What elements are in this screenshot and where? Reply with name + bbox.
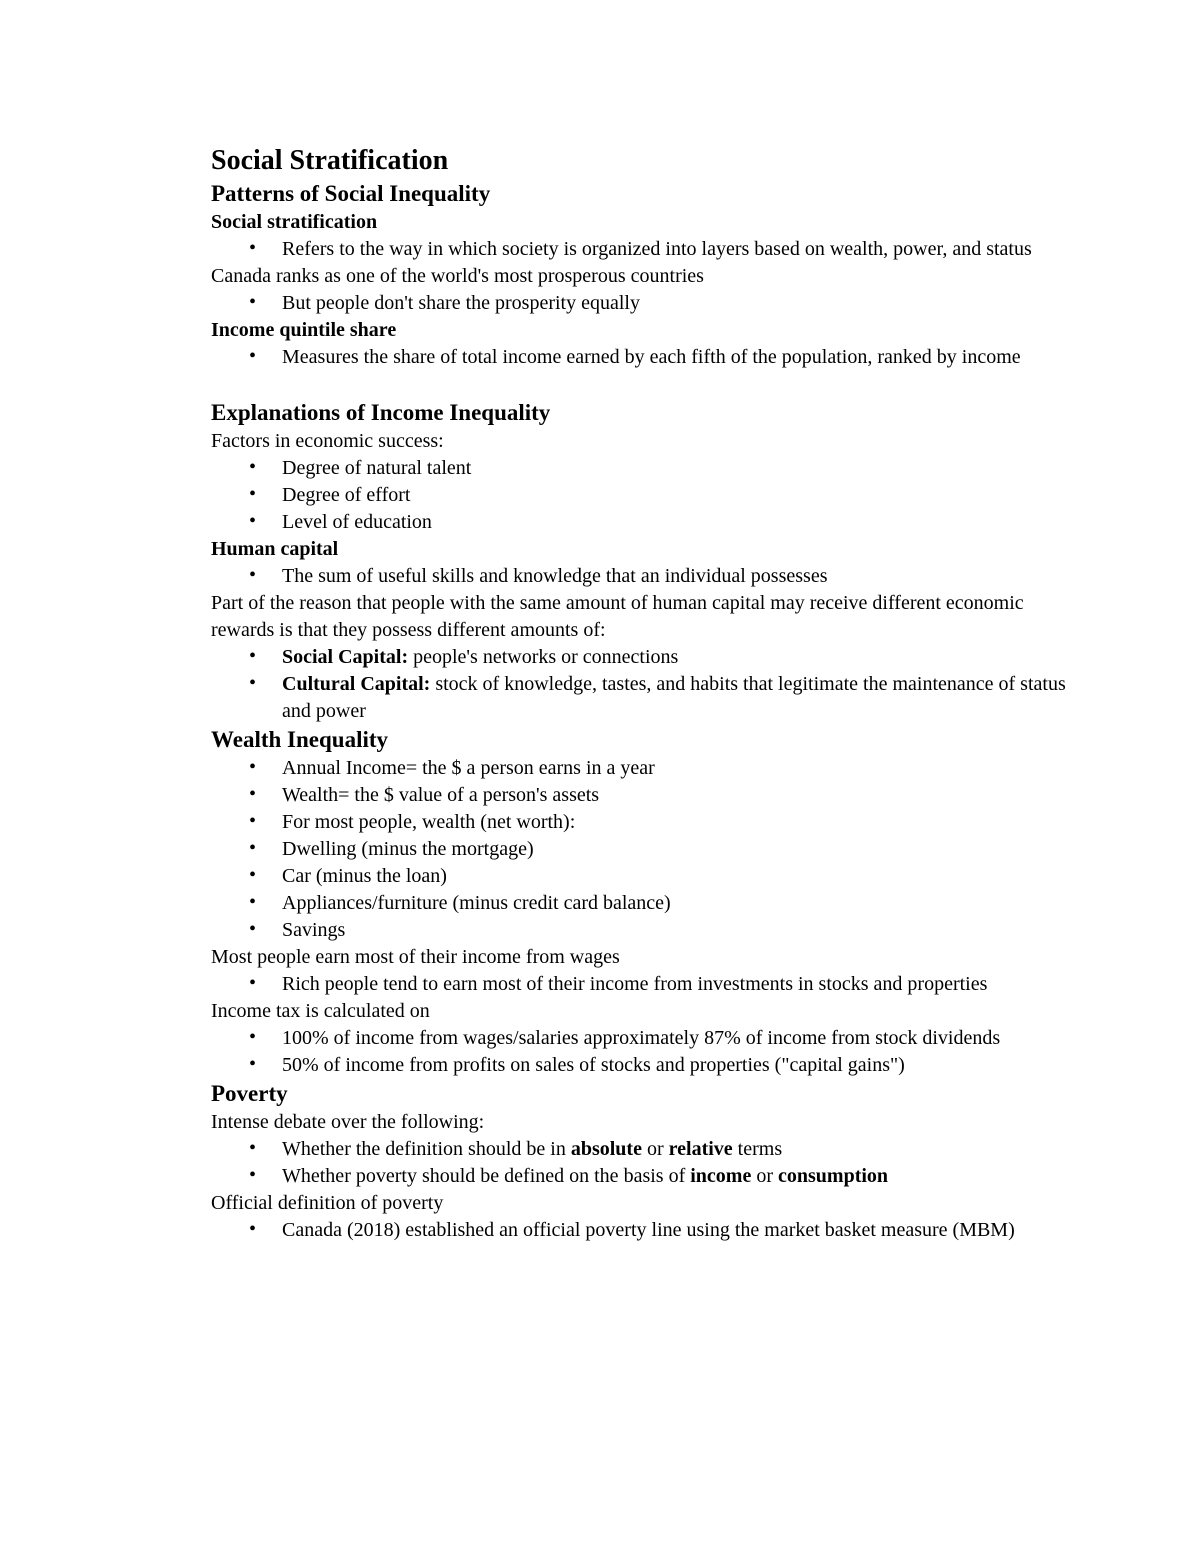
paragraph: Income tax is calculated on (211, 1000, 430, 1022)
list-item (211, 890, 1071, 917)
bullet-list-wealth (211, 755, 1071, 944)
bullet-icon: • (249, 1218, 257, 1240)
list-item (211, 509, 1071, 536)
bullet-list (211, 1025, 1071, 1079)
list-item-text: 50% of income from profits on sales of stocks and properties ("capital gains") (282, 1054, 905, 1076)
section-heading-wealth: Wealth Inequality (211, 727, 389, 752)
bullet-icon: • (249, 345, 257, 367)
list-item-text: Annual Income= the $ a person earns in a year (282, 757, 655, 779)
section-heading-explanations: Explanations of Income Inequality (211, 400, 551, 425)
bullet-list (211, 971, 1071, 998)
subheading-human-capital: Human capital (211, 538, 339, 560)
list-item (211, 782, 1071, 809)
list-item-text: Savings (282, 919, 346, 941)
list-item-text: Whether poverty should be defined on the basis of (282, 1165, 691, 1187)
list-item (211, 1025, 1071, 1052)
list-item-text: Measures the share of total income earned by each fifth of the population, ranked by income (282, 346, 1021, 368)
subheading-social-stratification: Social stratification (211, 211, 378, 233)
paragraph: Most people earn most of their income from wages (211, 946, 620, 968)
list-item-text: Whether the definition should be in (282, 1138, 571, 1160)
list-item (211, 563, 1071, 590)
list-item (211, 236, 1071, 263)
bullet-icon: • (249, 510, 257, 532)
list-item-text: stock of knowledge, tastes, and habits that legitimate the maintenance of status and power (282, 673, 1066, 722)
list-item-text: Dwelling (minus the mortgage) (282, 838, 534, 860)
social-capital-term: Social Capital: (282, 646, 409, 668)
list-item (211, 671, 1071, 725)
page-title: Social Stratification (211, 145, 449, 176)
bullet-list-capital (211, 644, 1071, 725)
bullet-icon: • (249, 918, 257, 940)
paragraph: Factors in economic success: (211, 430, 444, 452)
list-item-text: Rich people tend to earn most of their income from investments in stocks and properties (282, 973, 988, 995)
list-item-text: or (641, 1138, 669, 1160)
bullet-icon: • (249, 456, 257, 478)
list-item-text: Degree of effort (282, 484, 411, 506)
list-item (211, 863, 1071, 890)
paragraph: Part of the reason that people with the same amount of human capital may receive different economic rewards is that they possess different amounts of: (211, 592, 1024, 641)
list-item-text: Degree of natural talent (282, 457, 472, 479)
bullet-icon: • (249, 645, 257, 667)
list-item-text: The sum of useful skills and knowledge that an individual possesses (282, 565, 828, 587)
cultural-capital-term: Cultural Capital: (282, 673, 431, 695)
list-item-text: Canada (2018) established an official poverty line using the market basket measure (MBM) (282, 1219, 1015, 1241)
list-item-text: Car (minus the loan) (282, 865, 447, 887)
list-item (211, 1163, 1071, 1190)
list-item-text: Refers to the way in which society is organized into layers based on wealth, power, and status (282, 238, 1032, 260)
list-item (211, 755, 1071, 782)
list-item (211, 644, 1071, 671)
list-item (211, 482, 1071, 509)
list-item-text: Wealth= the $ value of a person's assets (282, 784, 600, 806)
list-item (211, 1052, 1071, 1079)
list-item-text: people's networks or connections (408, 646, 679, 668)
section-heading-poverty: Poverty (211, 1081, 288, 1106)
bullet-icon: • (249, 864, 257, 886)
bullet-icon: • (249, 972, 257, 994)
bullet-list (211, 236, 1071, 263)
bullet-icon: • (249, 837, 257, 859)
list-item-text: For most people, wealth (net worth): (282, 811, 576, 833)
bullet-icon: • (249, 483, 257, 505)
term-absolute: absolute (570, 1138, 642, 1160)
bullet-icon: • (249, 237, 257, 259)
bullet-list-factors (211, 455, 1071, 536)
paragraph: Canada ranks as one of the world's most prosperous countries (211, 265, 704, 287)
list-item (211, 290, 1071, 317)
bullet-icon: • (249, 783, 257, 805)
bullet-list (211, 1136, 1071, 1190)
list-item (211, 809, 1071, 836)
bullet-icon: • (249, 1053, 257, 1075)
list-item (211, 344, 1071, 371)
bullet-icon: • (249, 810, 257, 832)
bullet-icon: • (249, 756, 257, 778)
list-item (211, 971, 1071, 998)
list-item (211, 455, 1071, 482)
list-item-text: Level of education (282, 511, 432, 533)
bullet-list (211, 344, 1071, 371)
list-item-text: But people don't share the prosperity equally (282, 292, 640, 314)
bullet-icon: • (249, 1137, 257, 1159)
bullet-list (211, 563, 1071, 590)
term-income: income (690, 1165, 752, 1187)
list-item (211, 836, 1071, 863)
bullet-icon: • (249, 564, 257, 586)
term-consumption: consumption (778, 1165, 889, 1187)
list-item-text: terms (732, 1138, 783, 1160)
bullet-icon: • (249, 1164, 257, 1186)
blank-line (211, 371, 1071, 398)
bullet-icon: • (249, 291, 257, 313)
list-item (211, 1136, 1071, 1163)
list-item (211, 1217, 1071, 1244)
bullet-list (211, 1217, 1071, 1244)
document-content (211, 143, 1071, 1244)
bullet-icon: • (249, 672, 257, 694)
bullet-icon: • (249, 1026, 257, 1048)
subheading-income-quintile: Income quintile share (211, 319, 397, 341)
section-heading-patterns: Patterns of Social Inequality (211, 181, 491, 206)
paragraph: Official definition of poverty (211, 1192, 444, 1214)
paragraph: Intense debate over the following: (211, 1111, 485, 1133)
term-relative: relative (668, 1138, 733, 1160)
list-item (211, 917, 1071, 944)
list-item-text: Appliances/furniture (minus credit card balance) (282, 892, 671, 914)
list-item-text: 100% of income from wages/salaries approximately 87% of income from stock dividends (282, 1027, 1001, 1049)
list-item-text: or (751, 1165, 778, 1187)
bullet-icon: • (249, 891, 257, 913)
bullet-list (211, 290, 1071, 317)
